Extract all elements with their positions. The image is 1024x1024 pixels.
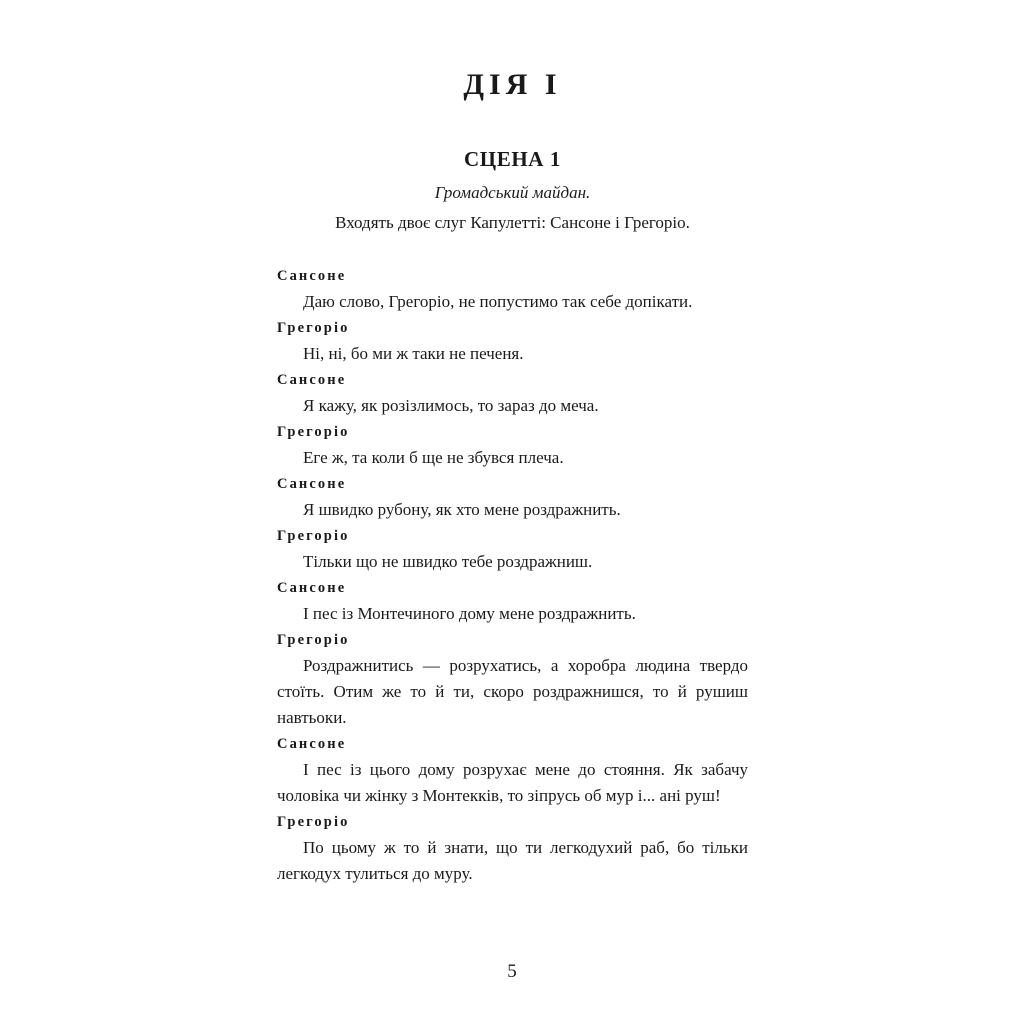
speech-block [277,627,748,731]
speech-block [277,471,748,523]
speaker-name: Грегоріо [277,814,350,831]
dialogue-list [277,233,748,887]
speaker-name: Сансоне [277,476,347,493]
speech-text: Еге ж, та коли б ще не збувся плеча. [303,448,564,468]
speech-block [277,263,748,315]
act-title: ДІЯ I [463,68,562,101]
speech-text: Тільки що не швидко тебе роздражниш. [303,552,593,572]
speaker-name: Сансоне [277,268,347,285]
speech-block [277,731,748,809]
speech-text: Даю слово, Грегоріо, не попустимо так себе допікати. [303,292,693,312]
speaker-name: Сансоне [277,580,347,597]
scene-setting-note: Громадський майдан. [434,182,591,202]
page-number: 5 [507,961,517,982]
speaker-name: Грегоріо [277,528,350,545]
speech-text: Роздражнитись — розрухатись, а хоробра людина твердо стоїть. Отим же то й ти, скоро роздражнишся, то й рушиш навтьоки. [277,656,748,728]
speech-block [277,523,748,575]
speech-block [277,809,748,887]
speaker-name: Грегоріо [277,424,350,441]
speech-text: І пес із цього дому розрухає мене до стояння. Як забачу чоловіка чи жінку з Монтекків, то зіпрусь об мур і... ані руш! [277,760,748,806]
speech-text: Я швидко рубону, як хто мене роздражнить. [303,500,621,520]
speech-text: Ні, ні, бо ми ж таки не печеня. [303,344,524,364]
speech-block [277,419,748,471]
speech-text: І пес із Монтечиного дому мене роздражнить. [303,604,636,624]
text-column [277,0,748,887]
speech-text: Я кажу, як розізлимось, то зараз до меча. [303,396,599,416]
speech-block [277,575,748,627]
stage-direction-entrance: Входять двоє слуг Капулетті: Сансоне і Грегоріо. [335,212,690,232]
speech-block [277,367,748,419]
speaker-name: Грегоріо [277,320,350,337]
speaker-name: Грегоріо [277,632,350,649]
speaker-name: Сансоне [277,736,347,753]
speaker-name: Сансоне [277,372,347,389]
speech-block [277,315,748,367]
speech-text: По цьому ж то й знати, що ти легкодухий раб, бо тільки легкодух тулиться до муру. [277,838,748,884]
scene-title: СЦЕНА 1 [464,146,561,171]
